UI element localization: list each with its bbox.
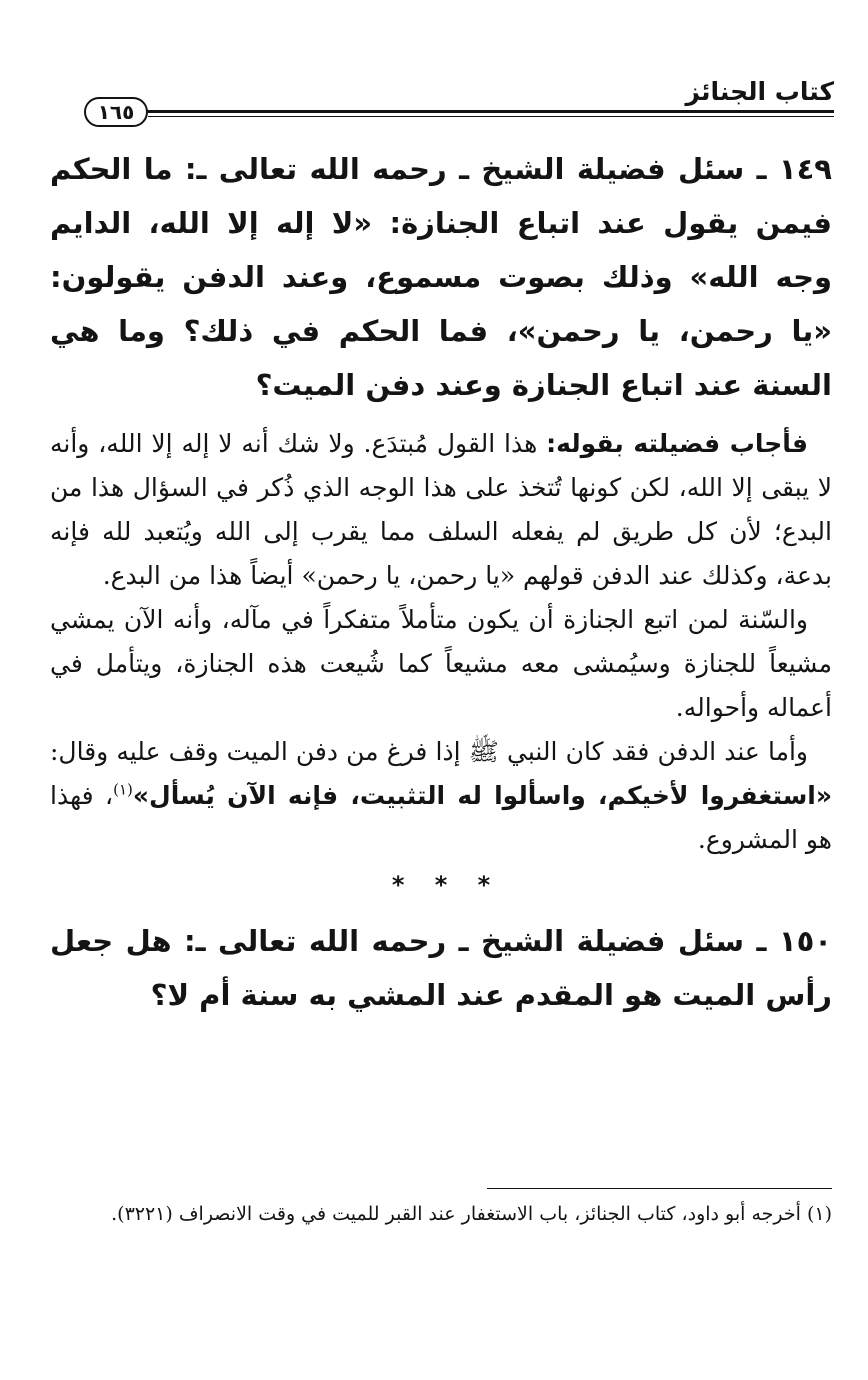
footnote-rule bbox=[487, 1188, 832, 1189]
answer-lead: فأجاب فضيلته بقوله: bbox=[546, 429, 808, 458]
header-rule-thick bbox=[130, 110, 834, 113]
answer-paragraph-3 bbox=[50, 730, 832, 862]
main-content bbox=[50, 142, 832, 1022]
question-149: ١٤٩ ـ سئل فضيلة الشيخ ـ رحمه الله تعالى ـ: ما الحكم فيمن يقول عند اتباع الجنازة: «لا إله إلا الله، الدايم وجه الله» وذلك بصوت مسموع، وعند الدفن يقولون: «يا رحمن، يا رحمن»، فما الحكم في ذلك؟ وما هي السنة عند اتباع الجنازة وعند دفن الميت؟ bbox=[50, 152, 832, 402]
running-title: كتاب الجنائز bbox=[685, 77, 834, 106]
answer-paragraph-2: والسّنة لمن اتبع الجنازة أن يكون متأملاً متفكراً في مآله، وأنه الآن يمشي مشيعاً للجنازة وسيُمشى معه مشيعاً كما شُيعت هذه الجنازة، ويتأمل في أعماله وأحواله. bbox=[50, 605, 832, 722]
section-separator: * * * bbox=[391, 871, 491, 899]
answer-paragraph-3-start: وأما عند الدفن فقد كان النبي ﷺ إذا فرغ من دفن الميت وقف عليه وقال: bbox=[50, 737, 808, 766]
answer-paragraph-1-body: هذا القول مُبتدَع. ولا شك أنه لا إله إلا الله، وأنه لا يبقى إلا الله، لكن كونها تُتخذ على هذا الوجه الذي ذُكر في السؤال هذا من البدع؛ لأن كل طريق لم يفعله السلف مما يقرب إلى الله ويُتعبد لله فإنه بدعة، وكذلك عند الدفن قولهم «يا رحمن، يا رحمن» أيضاً هذا من البدع. bbox=[50, 429, 832, 590]
answer-149 bbox=[50, 422, 832, 862]
header-rule-thin bbox=[148, 116, 834, 117]
question-150: ١٥٠ ـ سئل فضيلة الشيخ ـ رحمه الله تعالى ـ: هل جعل رأس الميت هو المقدم عند المشي به سنة أم لا؟ bbox=[50, 924, 832, 1012]
page-number: ١٦٥ bbox=[84, 97, 148, 127]
answer-paragraph-1 bbox=[50, 422, 832, 598]
answer-paragraph-3-end: ، فهذا هو المشروع. bbox=[50, 781, 832, 854]
hadith-quote: «استغفروا لأخيكم، واسألوا له التثبيت، فإنه الآن يُسأل» bbox=[132, 781, 833, 810]
footnote-reference[interactable]: (١) bbox=[113, 780, 133, 799]
footnote: (١) أخرجه أبو داود، كتاب الجنائز، باب الاستغفار عند القبر للميت في وقت الانصراف (٣٢٢١). bbox=[111, 1203, 832, 1225]
